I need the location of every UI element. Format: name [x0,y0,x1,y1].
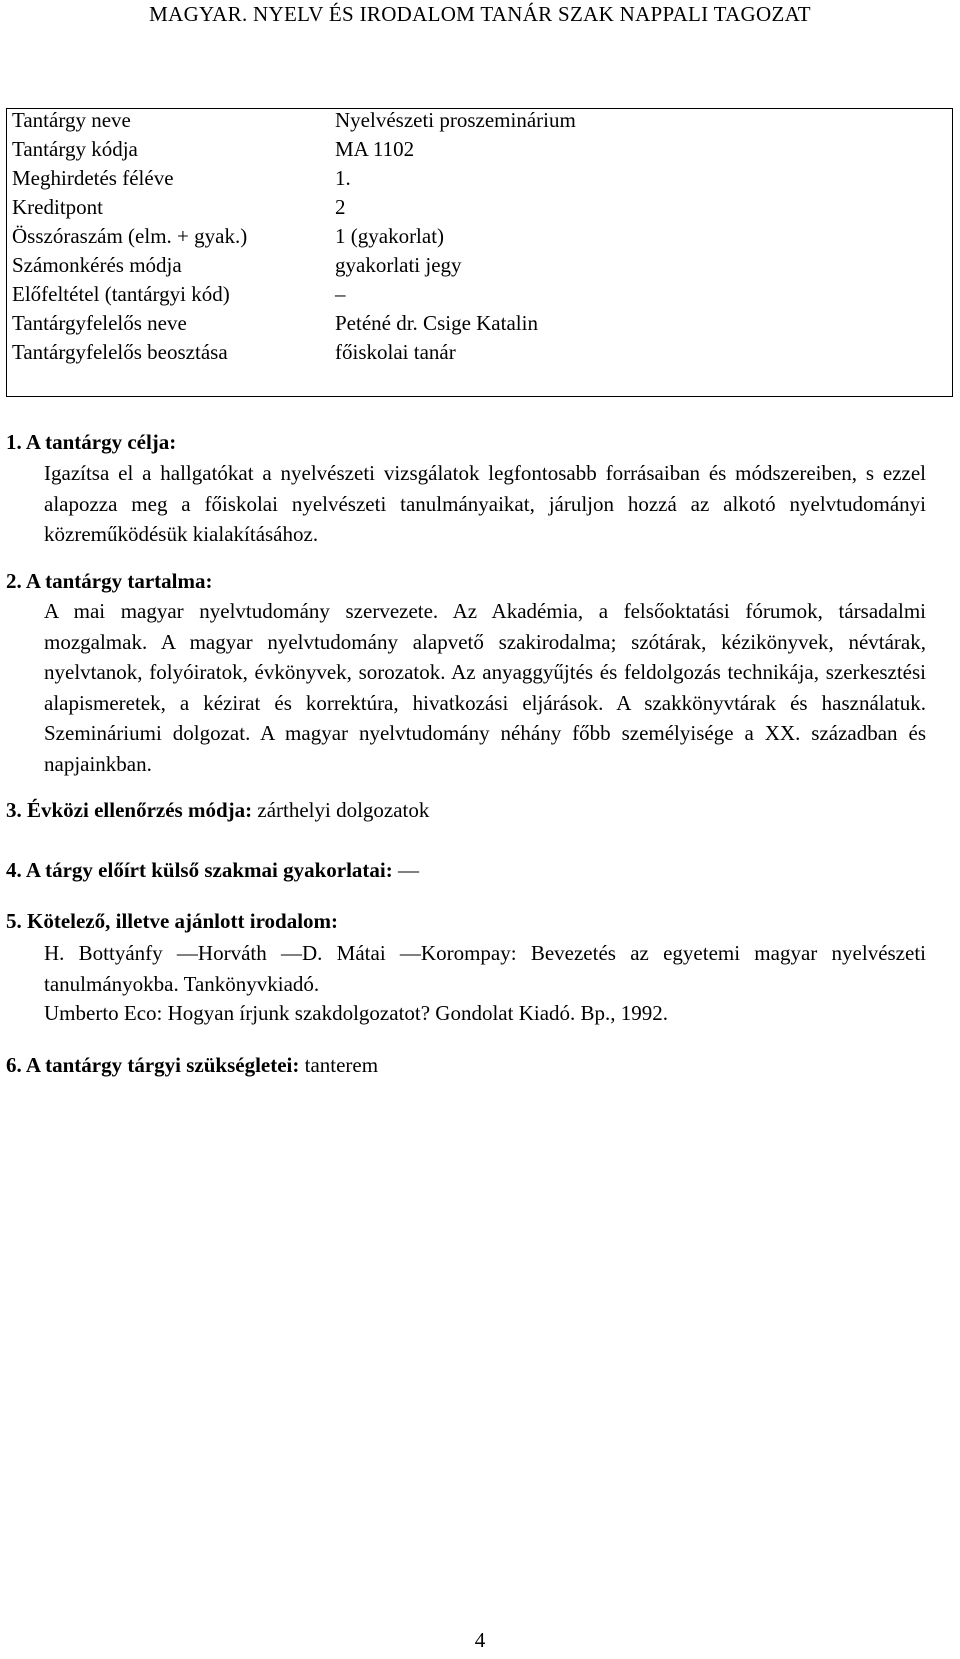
section-literature-heading: 5. Kötelező, illetve ajánlott irodalom: [6,909,339,933]
section-assessment-value: zárthelyi dolgozatok [252,798,430,822]
literature-item-text: Umberto Eco: Hogyan írjunk szakdolgozatot? Gondolat Kiadó. Bp., 1992. [44,1001,669,1025]
info-value: gyakorlati jegy [335,253,462,277]
info-label: Előfeltétel (tantárgyi kód) [12,282,230,306]
section-assessment [6,798,429,823]
page-header: MAGYAR. NYELV ÉS IRODALOM TANÁR SZAK NAPPALI TAGOZAT [149,2,811,26]
info-row-prerequisite [7,279,952,309]
info-row-semester [7,163,952,193]
section-requirements-value: tanterem [299,1053,379,1077]
section-aim-text: Igazítsa el a hallgatókat a nyelvészeti vizsgálatok legfontosabb forrásaiban és módszereiben, s ezzel alapozza meg a főiskolai nyelvészeti tanulmányaikat, járuljon hozzá az alkotó nyelvtudományi közreműködésük kialakításához. [44,461,926,546]
section-requirements-heading: 6. A tantárgy tárgyi szükségletei: [6,1053,300,1077]
info-value: – [335,282,346,306]
info-row-responsible-position [7,337,952,367]
info-value: Peténé dr. Csige Katalin [335,311,538,335]
section-content-heading: 2. A tantárgy tartalma: [6,569,213,593]
info-row-assessment [7,250,952,280]
section-requirements [6,1053,378,1078]
info-row-responsible-name [7,308,952,338]
info-value: 1. [335,166,351,190]
section-aim-heading: 1. A tantárgy célja: [6,430,177,454]
literature-item-text: H. Bottyánfy —Horváth —D. Mátai —Korompay: Bevezetés az egyetemi magyar nyelvészeti tanulmányokba. Tankönyvkiadó. [44,941,926,996]
page-number: 4 [474,1628,486,1652]
info-label: Tantárgyfelelős beosztása [12,340,228,364]
info-label: Számonkérés módja [12,253,182,277]
info-row-course-name [7,105,952,135]
section-practice [6,858,419,883]
section-content-text: A mai magyar nyelvtudomány szervezete. Az Akadémia, a felsőoktatási fórumok, társadalmi mozgalmak. A magyar nyelvtudomány alapvető szakirodalma; szótárak, kézikönyvek, névtárak, nyelvtanok, folyóiratok, évkönyvek, sorozatok. Az anyaggyűjtés és feldolgozás technikája, szerkesztési alapismeretek, a kézirat és korrektúra, hivatkozási eljárások. A szakkönyvtárak és használatuk. Szemináriumi dolgozat. A magyar nyelvtudomány néhány főbb személyisége a XX. században és napjainkban. [44,599,926,776]
section-assessment-heading: 3. Évközi ellenőrzés módja: [6,798,253,822]
literature-item [44,938,926,999]
info-label: Tantárgy neve [12,108,131,132]
info-value: MA 1102 [335,137,415,161]
info-value: 2 [335,195,346,219]
section-practice-value: — [392,858,419,882]
info-value: főiskolai tanár [335,340,456,364]
info-label: Kreditpont [12,195,103,219]
info-value: Nyelvészeti proszeminárium [335,108,576,132]
info-row-credits [7,192,952,222]
info-label: Tantárgy kódja [12,137,138,161]
info-label: Összóraszám (elm. + gyak.) [12,224,248,248]
course-info-table [6,108,953,397]
info-label: Tantárgyfelelős neve [12,311,187,335]
literature-item [44,998,926,1029]
section-practice-heading: 4. A tárgy előírt külső szakmai gyakorlatai: [6,858,393,882]
info-row-hours [7,221,952,251]
info-label: Meghirdetés féléve [12,166,174,190]
info-value: 1 (gyakorlat) [335,224,445,248]
info-row-course-code [7,134,952,164]
